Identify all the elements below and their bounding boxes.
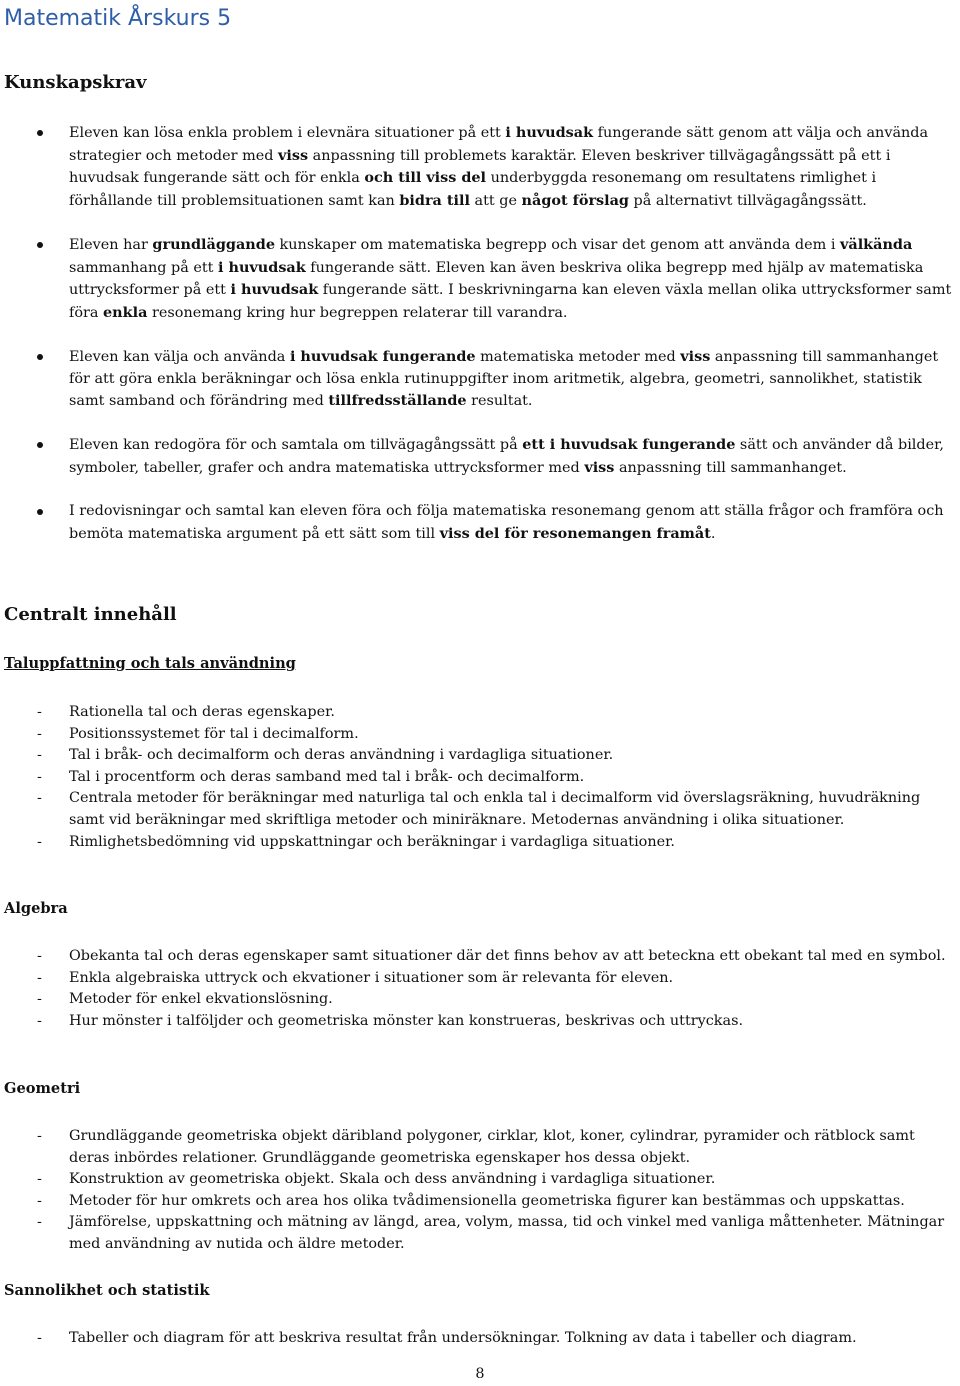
list-item: - Hur mönster i talföljder och geometriska mönster kan konstrueras, beskrivas och uttryckas. [0, 1011, 960, 1033]
list-item: - Enkla algebraiska uttryck och ekvationer i situationer som är relevanta för eleven. [0, 968, 960, 990]
list-item: - Rimlighetsbedömning vid uppskattningar och beräkningar i vardagliga situationer. [0, 832, 960, 854]
list-item: - Metoder för enkel ekvationslösning. [0, 989, 960, 1011]
list-item: - Positionssystemet för tal i decimalform. [0, 724, 960, 746]
list-item: - Centrala metoder för beräkningar med naturliga tal och enkla tal i decimalform vid överslagsräkning, huvudräkning samt vid beräkningar med skriftliga metoder och miniräknare. Metodernas användning i olika situationer. [0, 788, 960, 831]
heading-centralt-innehall: Centralt innehåll [4, 604, 177, 625]
list-item: - Tal i procentform och deras samband med tal i bråk- och decimalform. [0, 767, 960, 789]
list-item: - Metoder för hur omkrets och area hos olika tvådimensionella geometriska figurer kan bestämmas och uppskattas. [0, 1191, 960, 1213]
taluppfattning-list [0, 702, 960, 853]
heading-sannolikhet-statistik: Sannolikhet och statistik [4, 1282, 210, 1299]
list-item: - Obekanta tal och deras egenskaper samt situationer där det finns behov av att beteckna ett obekant tal med en symbol. [0, 946, 960, 968]
document-title: Matematik Årskurs 5 [4, 6, 232, 31]
list-item: - Jämförelse, uppskattning och mätning av längd, area, volym, massa, tid och vinkel med vanliga måttenheter. Mätningar med användning av nutida och äldre metoder. [0, 1212, 960, 1255]
list-item: - Tabeller och diagram för att beskriva resultat från undersökningar. Tolkning av data i tabeller och diagram. [0, 1328, 960, 1350]
page-number: 8 [475, 1366, 485, 1382]
kunskapskrav-item: Eleven kan välja och använda i huvudsak fungerande matematiska metoder med viss anpassning till sammanhanget för att göra enkla beräkningar och lösa enkla rutinuppgifter inom aritmetik, algebra, geometri, sannolikhet, statistik samt samband och förändring med tillfredsställande resultat. [0, 346, 960, 413]
list-item: - Grundläggande geometriska objekt däribland polygoner, cirklar, klot, koner, cylindrar, pyramider och rätblock samt deras inbördes relationer. Grundläggande geometriska egenskaper hos dessa objekt. [0, 1126, 960, 1169]
heading-geometri: Geometri [4, 1080, 81, 1097]
list-item: - Konstruktion av geometriska objekt. Skala och dess användning i vardagliga situationer. [0, 1169, 960, 1191]
list-item: - Tal i bråk- och decimalform och deras användning i vardagliga situationer. [0, 745, 960, 767]
sannolikhet-list [0, 1328, 960, 1350]
heading-taluppfattning: Taluppfattning och tals användning [4, 655, 296, 672]
algebra-list [0, 946, 960, 1032]
kunskapskrav-list [0, 122, 960, 567]
geometri-list [0, 1126, 960, 1256]
list-item: - Rationella tal och deras egenskaper. [0, 702, 960, 724]
heading-algebra: Algebra [4, 900, 68, 917]
kunskapskrav-item: Eleven kan redogöra för och samtala om tillvägagångssätt på ett i huvudsak fungerande sätt och använder då bilder, symboler, tabeller, grafer och andra matematiska uttrycksformer med viss anpassning till sammanhanget. [0, 434, 960, 479]
kunskapskrav-item: Eleven kan lösa enkla problem i elevnära situationer på ett i huvudsak fungerande sätt genom att välja och använda strategier och metoder med viss anpassning till problemets karaktär. Eleven beskriver tillvägagångssätt på ett i huvudsak fungerande sätt och för enkla och till viss del underbyggda resonemang om resultatens rimlighet i förhållande till problemsituationen samt kan bidra till att ge något förslag på alternativt tillvägagångssätt. [0, 122, 960, 212]
heading-kunskapskrav: Kunskapskrav [4, 72, 147, 93]
kunskapskrav-item: I redovisningar och samtal kan eleven föra och följa matematiska resonemang genom att ställa frågor och framföra och bemöta matematiska argument på ett sätt som till viss del för resonemangen framåt. [0, 501, 960, 545]
kunskapskrav-item: Eleven har grundläggande kunskaper om matematiska begrepp och visar det genom att använda dem i välkända sammanhang på ett i huvudsak fungerande sätt. Eleven kan även beskriva olika begrepp med hjälp av matematiska uttrycksformer på ett i huvudsak fungerande sätt. I beskrivningarna kan eleven växla mellan olika uttrycksformer samt föra enkla resonemang kring hur begreppen relaterar till varandra. [0, 234, 960, 324]
